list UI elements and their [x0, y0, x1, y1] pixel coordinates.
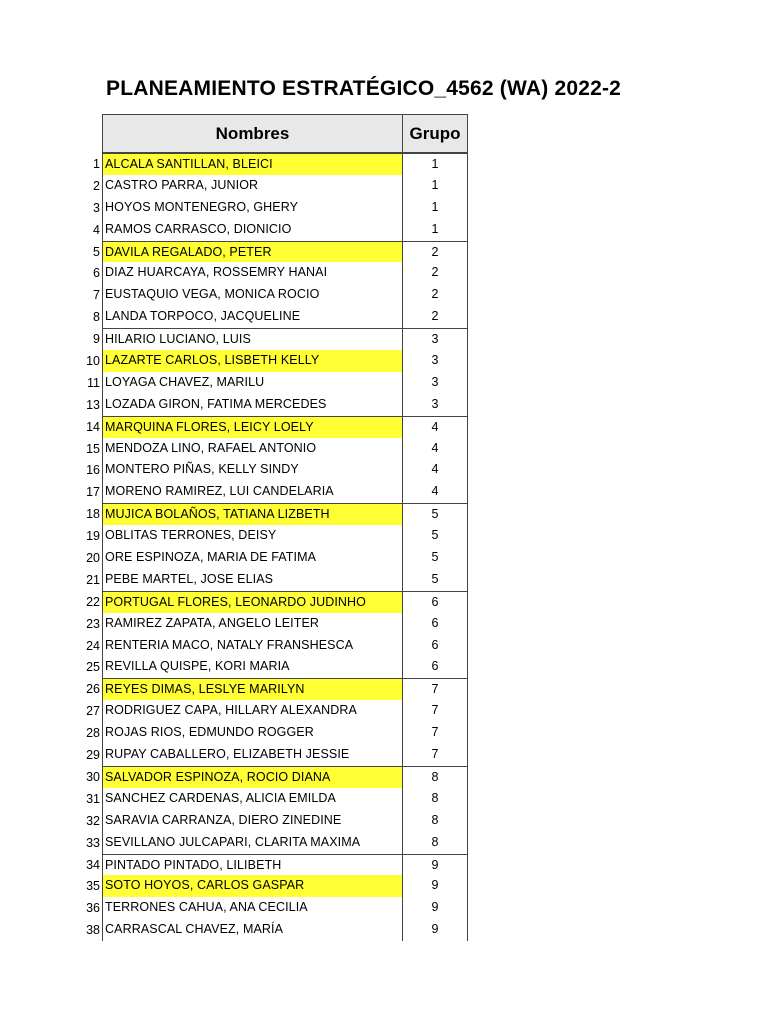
table-row: [80, 678, 472, 700]
student-name: ROJAS RIOS, EDMUNDO ROGGER: [102, 722, 402, 744]
student-groups-table: [80, 114, 472, 941]
table-row: [80, 241, 472, 263]
title-container: [106, 72, 642, 106]
table-row: [80, 372, 472, 394]
row-number: 3: [93, 200, 100, 215]
group-number: 3: [402, 372, 468, 394]
row-number: 18: [86, 507, 100, 522]
student-name: CASTRO PARRA, JUNIOR: [102, 175, 402, 197]
group-number: 1: [402, 219, 468, 241]
student-name: ORE ESPINOZA, MARIA DE FATIMA: [102, 547, 402, 569]
student-name: SALVADOR ESPINOZA, ROCIO DIANA: [102, 766, 402, 788]
row-number: 4: [93, 222, 100, 237]
table-row: [80, 306, 472, 328]
table-row: [80, 350, 472, 372]
student-name: MUJICA BOLAÑOS, TATIANA LIZBETH: [102, 503, 402, 525]
student-name: REYES DIMAS, LESLYE MARILYN: [102, 678, 402, 700]
student-name: PEBE MARTEL, JOSE ELIAS: [102, 569, 402, 591]
student-name: LOYAGA CHAVEZ, MARILU: [102, 372, 402, 394]
group-number: 3: [402, 328, 468, 350]
row-number: 15: [86, 441, 100, 456]
group-number: 8: [402, 810, 468, 832]
student-name: SEVILLANO JULCAPARI, CLARITA MAXIMA: [102, 832, 402, 854]
table-row: [80, 525, 472, 547]
group-number: 7: [402, 700, 468, 722]
group-number: 9: [402, 875, 468, 897]
student-name: HILARIO LUCIANO, LUIS: [102, 328, 402, 350]
names-column-header: Nombres: [102, 114, 402, 153]
table-row: [80, 481, 472, 503]
row-number: 23: [86, 616, 100, 631]
row-number-header: [80, 114, 102, 153]
row-number: 5: [93, 244, 100, 259]
row-number: 30: [86, 769, 100, 784]
row-number: 13: [86, 397, 100, 412]
group-number: 4: [402, 459, 468, 481]
table-row: [80, 547, 472, 569]
row-number: 25: [86, 660, 100, 675]
table-row: [80, 219, 472, 241]
student-name: TERRONES CAHUA, ANA CECILIA: [102, 897, 402, 919]
row-number: 10: [86, 354, 100, 369]
student-name: SOTO HOYOS, CARLOS GASPAR: [102, 875, 402, 897]
row-number: 9: [93, 332, 100, 347]
group-number: 4: [402, 481, 468, 503]
group-number: 2: [402, 241, 468, 263]
table-header: [80, 114, 472, 153]
table-row: [80, 897, 472, 919]
table-row: [80, 722, 472, 744]
table-row: [80, 459, 472, 481]
row-number: 11: [87, 375, 100, 390]
group-number: 4: [402, 438, 468, 460]
table-row: [80, 153, 472, 175]
group-number: 9: [402, 897, 468, 919]
table-row: [80, 416, 472, 438]
row-number: 31: [86, 791, 100, 806]
table-row: [80, 175, 472, 197]
student-name: EUSTAQUIO VEGA, MONICA ROCIO: [102, 284, 402, 306]
student-name: MENDOZA LINO, RAFAEL ANTONIO: [102, 438, 402, 460]
row-number: 7: [93, 288, 100, 303]
student-name: SARAVIA CARRANZA, DIERO ZINEDINE: [102, 810, 402, 832]
row-number: 24: [86, 638, 100, 653]
student-name: ALCALA SANTILLAN, BLEICI: [102, 153, 402, 175]
row-number: 29: [86, 748, 100, 763]
table-row: [80, 832, 472, 854]
group-number: 3: [402, 394, 468, 416]
group-number: 5: [402, 525, 468, 547]
group-number: 1: [402, 175, 468, 197]
group-number: 5: [402, 547, 468, 569]
group-number: 8: [402, 766, 468, 788]
student-name: PORTUGAL FLORES, LEONARDO JUDINHO: [102, 591, 402, 613]
row-number: 2: [93, 178, 100, 193]
table-row: [80, 569, 472, 591]
table-row: [80, 875, 472, 897]
row-number: 32: [86, 813, 100, 828]
table-row: [80, 591, 472, 613]
table-row: [80, 854, 472, 876]
row-number: 1: [93, 157, 100, 171]
group-number: 1: [402, 153, 468, 175]
group-number: 8: [402, 788, 468, 810]
student-name: DAVILA REGALADO, PETER: [102, 241, 402, 263]
table-row: [80, 919, 472, 941]
table-row: [80, 503, 472, 525]
row-number: 27: [86, 704, 100, 719]
student-name: MARQUINA FLORES, LEICY LOELY: [102, 416, 402, 438]
group-number: 6: [402, 656, 468, 678]
group-number: 7: [402, 678, 468, 700]
row-number: 38: [86, 923, 100, 938]
table-row: [80, 262, 472, 284]
row-number: 16: [86, 463, 100, 478]
table-row: [80, 700, 472, 722]
row-number: 22: [86, 594, 100, 609]
student-name: MONTERO PIÑAS, KELLY SINDY: [102, 459, 402, 481]
group-number: 3: [402, 350, 468, 372]
student-name: LOZADA GIRON, FATIMA MERCEDES: [102, 394, 402, 416]
student-name: HOYOS MONTENEGRO, GHERY: [102, 197, 402, 219]
group-number: 6: [402, 591, 468, 613]
student-name: DIAZ HUARCAYA, ROSSEMRY HANAI: [102, 262, 402, 284]
group-number: 7: [402, 722, 468, 744]
row-number: 6: [93, 266, 100, 281]
table-row: [80, 656, 472, 678]
row-number: 34: [86, 857, 100, 872]
row-number: 28: [86, 726, 100, 741]
student-name: LAZARTE CARLOS, LISBETH KELLY: [102, 350, 402, 372]
student-name: RAMOS CARRASCO, DIONICIO: [102, 219, 402, 241]
student-name: RODRIGUEZ CAPA, HILLARY ALEXANDRA: [102, 700, 402, 722]
student-name: RENTERIA MACO, NATALY FRANSHESCA: [102, 635, 402, 657]
student-name: MORENO RAMIREZ, LUI CANDELARIA: [102, 481, 402, 503]
group-number: 4: [402, 416, 468, 438]
group-number: 2: [402, 262, 468, 284]
student-name: PINTADO PINTADO, LILIBETH: [102, 854, 402, 876]
group-number: 9: [402, 919, 468, 941]
group-number: 7: [402, 744, 468, 766]
table-row: [80, 438, 472, 460]
row-number: 17: [86, 485, 100, 500]
table-row: [80, 766, 472, 788]
group-number: 2: [402, 284, 468, 306]
row-number: 14: [86, 419, 100, 434]
student-name: REVILLA QUISPE, KORI MARIA: [102, 656, 402, 678]
group-number: 5: [402, 569, 468, 591]
student-name: CARRASCAL CHAVEZ, MARÍA: [102, 919, 402, 941]
row-number: 21: [86, 572, 100, 587]
group-number: 9: [402, 854, 468, 876]
row-number: 36: [86, 901, 100, 916]
table-row: [80, 744, 472, 766]
student-name: LANDA TORPOCO, JACQUELINE: [102, 306, 402, 328]
row-number: 33: [86, 835, 100, 850]
table-row: [80, 197, 472, 219]
group-number: 8: [402, 832, 468, 854]
group-number: 6: [402, 613, 468, 635]
row-number: 35: [86, 879, 100, 894]
table-row: [80, 788, 472, 810]
student-name: RUPAY CABALLERO, ELIZABETH JESSIE: [102, 744, 402, 766]
group-number: 5: [402, 503, 468, 525]
table-row: [80, 635, 472, 657]
group-number: 2: [402, 306, 468, 328]
table-row: [80, 394, 472, 416]
table-body: [80, 153, 472, 941]
table-row: [80, 328, 472, 350]
sheet-title: PLANEAMIENTO ESTRATÉGICO_4562 (WA) 2022-2: [106, 77, 622, 100]
row-number: 26: [86, 682, 100, 697]
row-number: 8: [93, 310, 100, 325]
group-number: 6: [402, 635, 468, 657]
table-row: [80, 810, 472, 832]
student-name: RAMIREZ ZAPATA, ANGELO LEITER: [102, 613, 402, 635]
row-number: 20: [86, 551, 100, 566]
student-name: OBLITAS TERRONES, DEISY: [102, 525, 402, 547]
row-number: 19: [86, 529, 100, 544]
student-name: SANCHEZ CARDENAS, ALICIA EMILDA: [102, 788, 402, 810]
group-number: 1: [402, 197, 468, 219]
table-row: [80, 284, 472, 306]
table-row: [80, 613, 472, 635]
group-column-header: Grupo: [402, 114, 468, 153]
